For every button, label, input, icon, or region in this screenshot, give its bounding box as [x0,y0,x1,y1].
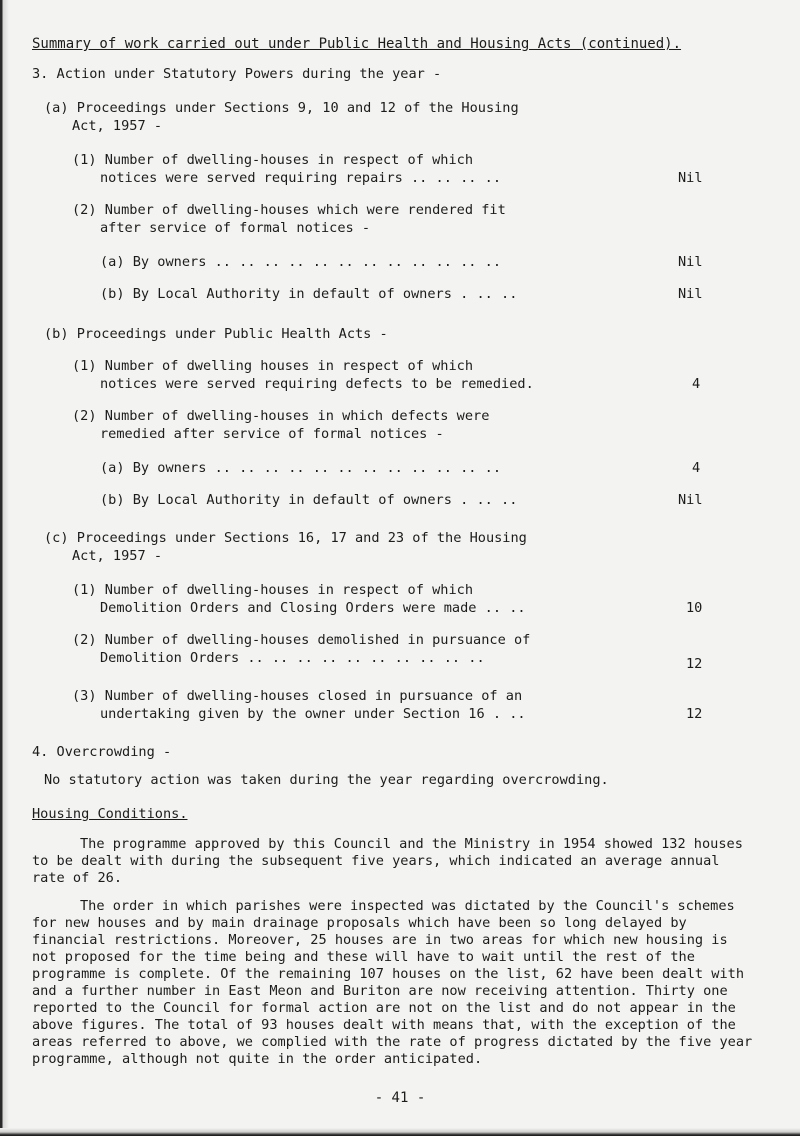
item-3b2-line2: remedied after service of formal notices - [100,426,444,442]
item-3c2-line2: Demolition Orders .. .. .. .. .. .. .. .. .. .. [100,650,485,666]
section-4-heading: 4. Overcrowding - [32,744,172,760]
page-bottom-edge [0,1128,800,1136]
item-3a1-line1: (1) Number of dwelling-houses in respect of which [72,152,474,168]
item-3a2b-value: Nil [678,286,703,302]
housing-paragraph-1: The programme approved by this Council and the Ministry in 1954 showed 132 houses to be dealt with during the subsequent five years, which indicated an average annual rate of 26. [32,836,743,886]
item-3b1-line1: (1) Number of dwelling houses in respect of which [72,358,474,374]
item-3a2b: (b) By Local Authority in default of owners . .. .. [100,286,518,302]
item-3c3-line1: (3) Number of dwelling-houses closed in pursuance of an [72,688,523,704]
item-3a2a-value: Nil [678,254,703,270]
item-3a2a: (a) By owners .. .. .. .. .. .. .. .. .. .. .. .. [100,254,502,270]
item-3b2a: (a) By owners .. .. .. .. .. .. .. .. .. .. .. .. [100,460,502,476]
item-3b2-line1: (2) Number of dwelling-houses in which defects were [72,408,490,424]
item-3b2a-value: 4 [692,460,701,476]
item-3c1-line1: (1) Number of dwelling-houses in respect of which [72,582,474,598]
page-left-edge [0,0,9,1136]
item-3a1-line2: notices were served requiring repairs .. .. .. .. [100,170,502,186]
item-3c3-line2: undertaking given by the owner under Section 16 . .. [100,706,526,722]
item-3b1-line2: notices were served requiring defects to be remedied. [100,376,534,392]
item-3a2-line2: after service of formal notices - [100,220,371,236]
item-3b1-value: 4 [692,376,701,392]
item-3c3-value: 12 [686,706,703,722]
item-3c1-value: 10 [686,600,703,616]
section-3c-heading-line2: Act, 1957 - [72,548,163,564]
item-3c2-value: 12 [686,656,703,672]
page-number: - 41 - [374,1090,426,1106]
section-3-heading: 3. Action under Statutory Powers during the year - [32,66,442,82]
section-3b-heading: (b) Proceedings under Public Health Acts - [44,326,388,342]
item-3c1-line2: Demolition Orders and Closing Orders were made .. .. [100,600,526,616]
item-3a1-value: Nil [678,170,703,186]
item-3b2b-value: Nil [678,492,703,508]
item-3c2-line1: (2) Number of dwelling-houses demolished in pursuance of [72,632,531,648]
page-title: Summary of work carried out under Public Health and Housing Acts (continued). [32,36,682,52]
section-4-text: No statutory action was taken during the year regarding overcrowding. [44,772,609,788]
section-3a-heading-line2: Act, 1957 - [72,118,163,134]
section-3c-heading-line1: (c) Proceedings under Sections 16, 17 and 23 of the Housing [44,530,527,546]
housing-conditions-heading: Housing Conditions. [32,806,188,822]
section-3a-heading-line1: (a) Proceedings under Sections 9, 10 and 12 of the Housing [44,100,519,116]
item-3a2-line1: (2) Number of dwelling-houses which were rendered fit [72,202,506,218]
housing-paragraph-2: The order in which parishes were inspected was dictated by the Council's schemes for new houses and by main drainage proposals which have been so long delayed by financial restrictions. Moreover, 25 houses are in two areas for which new housing is not proposed for the time being and these will have to wait until the rest of the programme is complete. Of the remaining 107 houses on the list, 62 have been dealt with and a further number in East Meon and Buriton are now receiving attention. Thirty one reported to the Council for formal action are not on the list and do not appear in the above figures. The total of 93 houses dealt with means that, with the exception of the areas referred to above, we complied with the rate of progress dictated by the five year programme, although not quite in the order anticipated. [32,898,753,1067]
item-3b2b: (b) By Local Authority in default of owners . .. .. [100,492,518,508]
